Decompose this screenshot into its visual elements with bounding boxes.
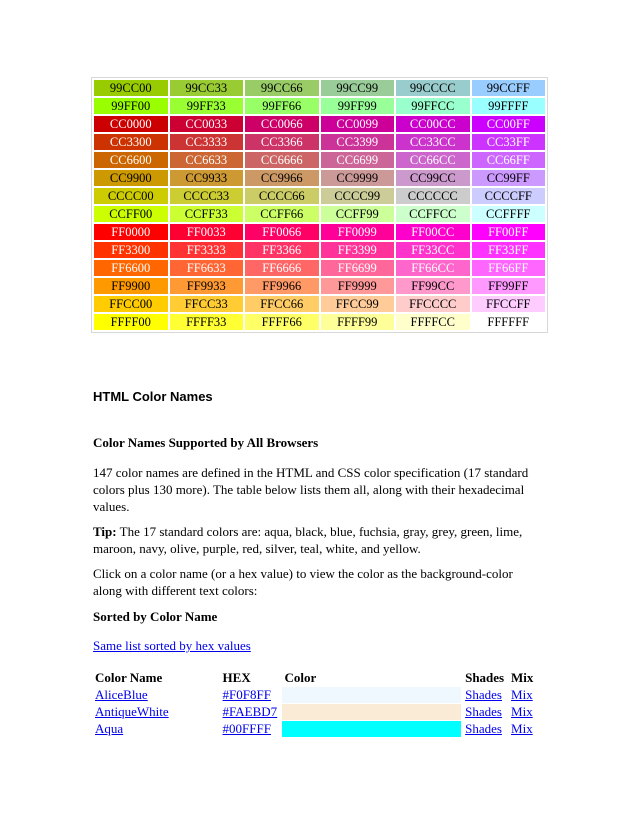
hex-row [94,98,545,114]
hex-cell[interactable]: FFCC00 [94,296,168,312]
hex-cell[interactable]: FF3300 [94,242,168,258]
color-name-link[interactable]: AntiqueWhite [95,704,169,719]
hex-value-link[interactable]: #FAEBD7 [222,704,278,719]
hex-cell[interactable]: CC3333 [170,134,244,150]
hex-cell[interactable]: CC0033 [170,116,244,132]
hex-cell[interactable]: 99FFFF [472,98,546,114]
mix-link[interactable]: Mix [511,721,533,736]
hex-cell[interactable]: FF6633 [170,260,244,276]
header-color-name: Color Name [95,669,163,685]
hex-row [94,134,545,150]
color-name-cell [93,721,219,737]
hex-cell[interactable]: FF99FF [472,278,546,294]
hex-cell[interactable]: FF33CC [396,242,470,258]
hex-cell[interactable]: FF66CC [396,260,470,276]
hex-cell[interactable]: FF9933 [170,278,244,294]
hex-cell[interactable]: CC6633 [170,152,244,168]
hex-cell[interactable]: 99FF99 [321,98,395,114]
hex-cell[interactable]: FF6666 [245,260,319,276]
hex-cell[interactable]: FF0099 [321,224,395,240]
hex-cell[interactable]: FF99CC [396,278,470,294]
header-mix: Mix [511,669,534,685]
hex-cell[interactable]: FF3366 [245,242,319,258]
hex-cell[interactable]: 99CCFF [472,80,546,96]
hex-value-cell [221,704,281,720]
hex-cell[interactable]: 99CC00 [94,80,168,96]
hex-cell[interactable]: CCCCFF [472,188,546,204]
hex-cell[interactable]: 99CC33 [170,80,244,96]
hex-cell[interactable]: CCCC00 [94,188,168,204]
color-name-link[interactable]: AliceBlue [95,687,148,702]
hex-value-cell [221,687,281,703]
hex-cell[interactable]: FF3399 [321,242,395,258]
hex-cell[interactable]: FF9966 [245,278,319,294]
hex-row [94,80,545,96]
color-name-link[interactable]: Aqua [95,721,124,736]
sorted-label: Sorted by Color Name [93,609,218,624]
hex-cell[interactable]: CC99FF [472,170,546,186]
hex-cell[interactable]: FF3333 [170,242,244,258]
hex-row [94,116,545,132]
hex-cell[interactable]: CC0066 [245,116,319,132]
click-instructions: Click on a color name (or a hex value) to view the color as the background-color along with different text colors: [93,566,513,598]
hex-cell[interactable]: FF6600 [94,260,168,276]
hex-cell[interactable]: 99FF66 [245,98,319,114]
hex-cell[interactable]: CC6600 [94,152,168,168]
hex-value-link[interactable]: #00FFFF [222,721,271,736]
hex-cell[interactable]: FF9900 [94,278,168,294]
header-shades: Shades [465,669,505,685]
header-color: Color [284,669,317,685]
hex-cell[interactable]: 99FF33 [170,98,244,114]
shades-cell [463,704,507,720]
hex-cell[interactable]: CC3300 [94,134,168,150]
hex-cell[interactable]: 99CC99 [321,80,395,96]
hex-cell[interactable]: CC66FF [472,152,546,168]
hex-cell[interactable]: CC3366 [245,134,319,150]
hex-cell[interactable]: FFCC99 [321,296,395,312]
subheading: Color Names Supported by All Browsers [93,435,319,450]
hex-cell[interactable]: CCCC66 [245,188,319,204]
intro-paragraph: 147 color names are defined in the HTML and CSS color specification (17 standard colors plus 130 more). The table below lists them all, along with their hexadecimal values. [93,465,529,514]
hex-cell[interactable]: FFFF66 [245,314,319,330]
hex-cell[interactable]: CC9999 [321,170,395,186]
color-names-table [91,668,539,738]
hex-value-cell [221,721,281,737]
hex-row [94,152,545,168]
hex-cell[interactable]: FF0000 [94,224,168,240]
color-name-row [93,721,537,737]
shades-cell [463,721,507,737]
mix-cell [509,704,537,720]
hex-row [94,314,545,330]
hex-cell[interactable]: FF00CC [396,224,470,240]
hex-row [94,170,545,186]
mix-cell [509,721,537,737]
color-swatch [282,721,461,737]
tip-label: Tip: [93,524,117,539]
hex-cell[interactable]: CC33CC [396,134,470,150]
mix-link[interactable]: Mix [511,704,533,719]
hex-cell[interactable]: CC6666 [245,152,319,168]
hex-cell[interactable]: CCCCCC [396,188,470,204]
hex-cell[interactable]: CC3399 [321,134,395,150]
hex-cell[interactable]: 99FFCC [396,98,470,114]
hex-cell[interactable]: FF0066 [245,224,319,240]
hex-row [94,278,545,294]
hex-cell[interactable]: CC0099 [321,116,395,132]
color-name-cell [93,704,219,720]
same-list-sorted-by-hex-link[interactable]: Same list sorted by hex values [93,638,251,653]
hex-cell[interactable]: CC00FF [472,116,546,132]
hex-cell[interactable]: FF9999 [321,278,395,294]
hex-cell[interactable]: FFFF33 [170,314,244,330]
hex-cell[interactable]: FF66FF [472,260,546,276]
hex-color-table [91,77,548,333]
hex-row [94,296,545,312]
hex-row [94,188,545,204]
mix-link[interactable]: Mix [511,687,533,702]
hex-cell[interactable]: CCFFFF [472,206,546,222]
color-name-row [93,704,537,720]
color-names-body [93,687,537,737]
hex-row [94,260,545,276]
hex-cell[interactable]: 99FF00 [94,98,168,114]
hex-cell[interactable]: CCFF99 [321,206,395,222]
section-title: HTML Color Names [93,389,213,404]
hex-cell[interactable]: 99CCCC [396,80,470,96]
hex-cell[interactable]: FFFFFF [472,314,546,330]
hex-cell[interactable]: FFFFCC [396,314,470,330]
hex-cell[interactable]: CC9966 [245,170,319,186]
hex-row [94,224,545,240]
hex-cell[interactable]: CC6699 [321,152,395,168]
color-names-header-row [93,669,537,686]
hex-cell[interactable]: CC9933 [170,170,244,186]
hex-color-table-body [94,80,545,330]
hex-cell[interactable]: CCCC99 [321,188,395,204]
hex-cell[interactable]: CC9900 [94,170,168,186]
hex-cell[interactable]: CCFF00 [94,206,168,222]
shades-link[interactable]: Shades [465,721,502,736]
hex-cell[interactable]: CCFF33 [170,206,244,222]
hex-cell[interactable]: CC0000 [94,116,168,132]
hex-cell[interactable]: CCFFCC [396,206,470,222]
color-name-cell [93,687,219,703]
hex-cell[interactable]: FF00FF [472,224,546,240]
hex-value-link[interactable]: #F0F8FF [222,687,271,702]
hex-cell[interactable]: CC00CC [396,116,470,132]
hex-cell[interactable]: CCCC33 [170,188,244,204]
hex-cell[interactable]: FF6699 [321,260,395,276]
hex-cell[interactable]: FFFF99 [321,314,395,330]
color-name-row [93,687,537,703]
shades-cell [463,687,507,703]
hex-row [94,206,545,222]
hex-cell[interactable]: 99CC66 [245,80,319,96]
hex-cell[interactable]: FFCC66 [245,296,319,312]
shades-link[interactable]: Shades [465,687,502,702]
hex-cell[interactable]: FFCCFF [472,296,546,312]
hex-cell[interactable]: CC66CC [396,152,470,168]
color-swatch [282,687,461,703]
tip-paragraph [93,523,543,557]
hex-cell[interactable]: FFCCCC [396,296,470,312]
hex-cell[interactable]: FFCC33 [170,296,244,312]
hex-cell[interactable]: CCFF66 [245,206,319,222]
hex-cell[interactable]: CC99CC [396,170,470,186]
hex-cell[interactable]: FFFF00 [94,314,168,330]
hex-row [94,242,545,258]
hex-cell[interactable]: FF0033 [170,224,244,240]
color-swatch [282,704,461,720]
tip-text: The 17 standard colors are: aqua, black, blue, fuchsia, gray, grey, green, lime, maroon, navy, olive, purple, red, silver, teal, white, and yellow. [93,524,523,556]
hex-cell[interactable]: FF33FF [472,242,546,258]
mix-cell [509,687,537,703]
shades-link[interactable]: Shades [465,704,502,719]
header-hex: HEX [222,669,251,685]
hex-cell[interactable]: CC33FF [472,134,546,150]
